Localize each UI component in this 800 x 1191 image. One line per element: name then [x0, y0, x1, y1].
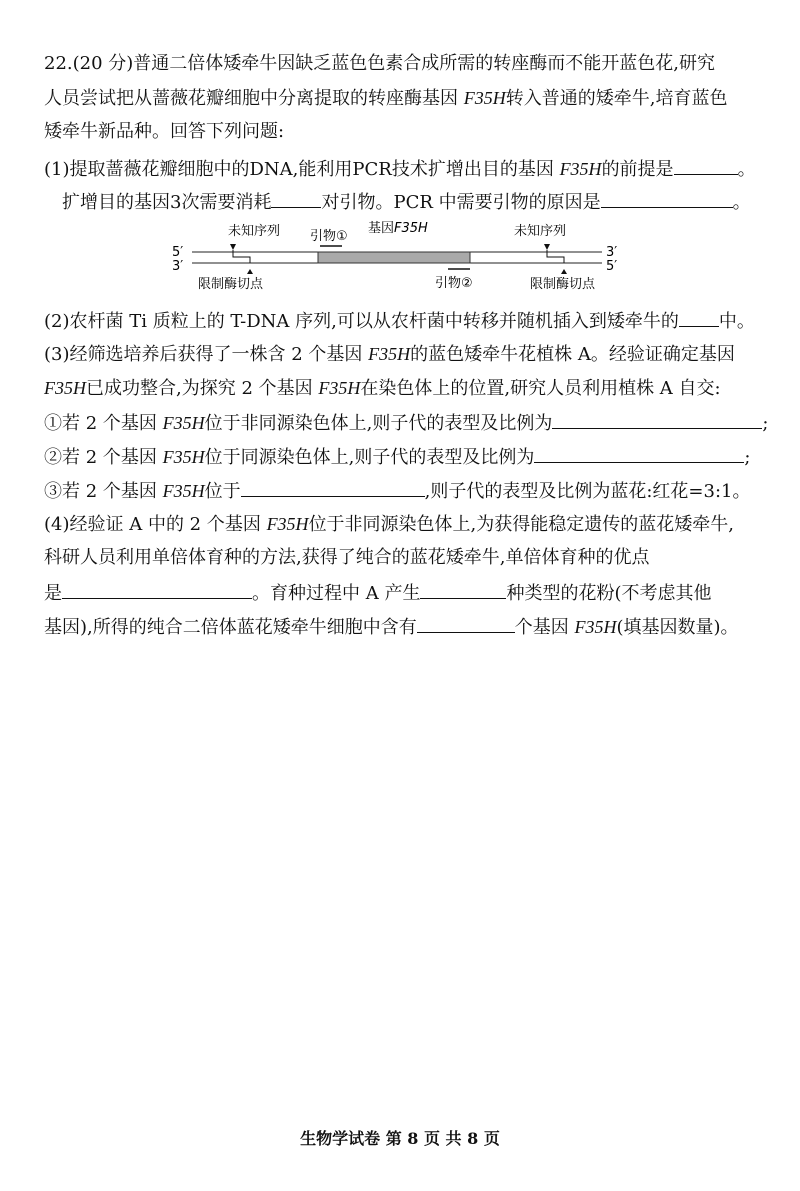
primer2-label: 引物②: [435, 276, 473, 291]
enzyme-site-right-label: 限制酶切点: [530, 277, 596, 292]
five-prime-right: 5′: [606, 259, 618, 274]
three-prime-right: 3′: [606, 245, 618, 260]
part4-line-2: 科研人员利用单倍体育种的方法,获得了纯合的蓝花矮牵牛,单倍体育种的优点: [44, 547, 650, 568]
question-intro-line-2: 人员尝试把从蔷薇花瓣细胞中分离提取的转座酶基因 F35H转入普通的矮牵牛,培育蓝色: [44, 88, 728, 109]
answer-blank-9[interactable]: [420, 580, 506, 599]
page-footer: 生物学试卷 第 8 页 共 8 页: [300, 1129, 500, 1148]
three-prime-left: 3′: [172, 259, 184, 274]
answer-blank-1[interactable]: [674, 156, 738, 175]
cut-site-marker-top-right: [544, 244, 550, 250]
gene-name: F35H: [463, 88, 506, 108]
part4-line-3: 是 。育种过程中 A 产生 种类型的花粉(不考虑其他: [44, 580, 711, 606]
part1-line-1: (1)提取蔷薇花瓣细胞中的DNA,能利用PCR技术扩增出目的基因 F35H的前提是 。: [44, 156, 756, 182]
answer-blank-2[interactable]: [271, 189, 321, 208]
question-intro-line-3: 矮牵牛新品种。回答下列问题:: [44, 121, 285, 142]
cut-site-marker-top-left: [230, 244, 236, 250]
part3-case-3: ③若 2 个基因 F35H位于 ,则子代的表型及比例为蓝花:红花=3:1。: [44, 478, 750, 504]
cut-site-marker-bottom-left: [247, 269, 253, 274]
part4-line-1: (4)经验证 A 中的 2 个基因 F35H位于非同源染色体上,为获得能稳定遗传的蓝花矮牵牛,: [44, 514, 735, 535]
part2-line: (2)农杆菌 Ti 质粒上的 T-DNA 序列,可以从农杆菌中转移并随机插入到矮牵牛的 中。: [44, 308, 755, 334]
part3-case-2: ②若 2 个基因 F35H位于同源染色体上,则子代的表型及比例为 ;: [44, 444, 750, 470]
part1-line-2: 扩增目的基因3次需要消耗 对引物。PCR 中需要引物的原因是 。: [62, 189, 751, 215]
answer-blank-8[interactable]: [62, 580, 252, 599]
part4-line-4: 基因),所得的纯合二倍体蓝花矮牵牛细胞中含有 个基因 F35H(填基因数量)。: [44, 614, 739, 640]
answer-blank-3[interactable]: [601, 189, 733, 208]
answer-blank-4[interactable]: [679, 308, 719, 327]
unknown-seq-left-label: 未知序列: [228, 224, 281, 239]
pcr-diagram: [170, 218, 640, 296]
target-gene-region: [318, 252, 470, 263]
cut-site-marker-bottom-right: [561, 269, 567, 274]
enzyme-site-left-label: 限制酶切点: [198, 277, 264, 292]
part3-line-1: (3)经筛选培养后获得了一株含 2 个基因 F35H的蓝色矮牵牛花植株 A。经验证确定基因: [44, 344, 735, 365]
answer-blank-6[interactable]: [534, 444, 744, 463]
answer-blank-5[interactable]: [552, 410, 762, 429]
part3-line-2: F35H已成功整合,为探究 2 个基因 F35H在染色体上的位置,研究人员利用植株 A 自交:: [44, 378, 721, 399]
primer1-label: 引物①: [310, 229, 348, 244]
five-prime-left: 5′: [172, 245, 184, 260]
unknown-seq-right-label: 未知序列: [514, 224, 567, 239]
part3-case-1: ①若 2 个基因 F35H位于非同源染色体上,则子代的表型及比例为 ;: [44, 410, 768, 436]
question-intro-line-1: 22.(20 分)普通二倍体矮牵牛因缺乏蓝色色素合成所需的转座酶而不能开蓝色花,研究: [44, 53, 716, 74]
gene-label: 基因F35H: [368, 221, 428, 236]
answer-blank-7[interactable]: [241, 478, 425, 497]
answer-blank-10[interactable]: [417, 614, 515, 633]
